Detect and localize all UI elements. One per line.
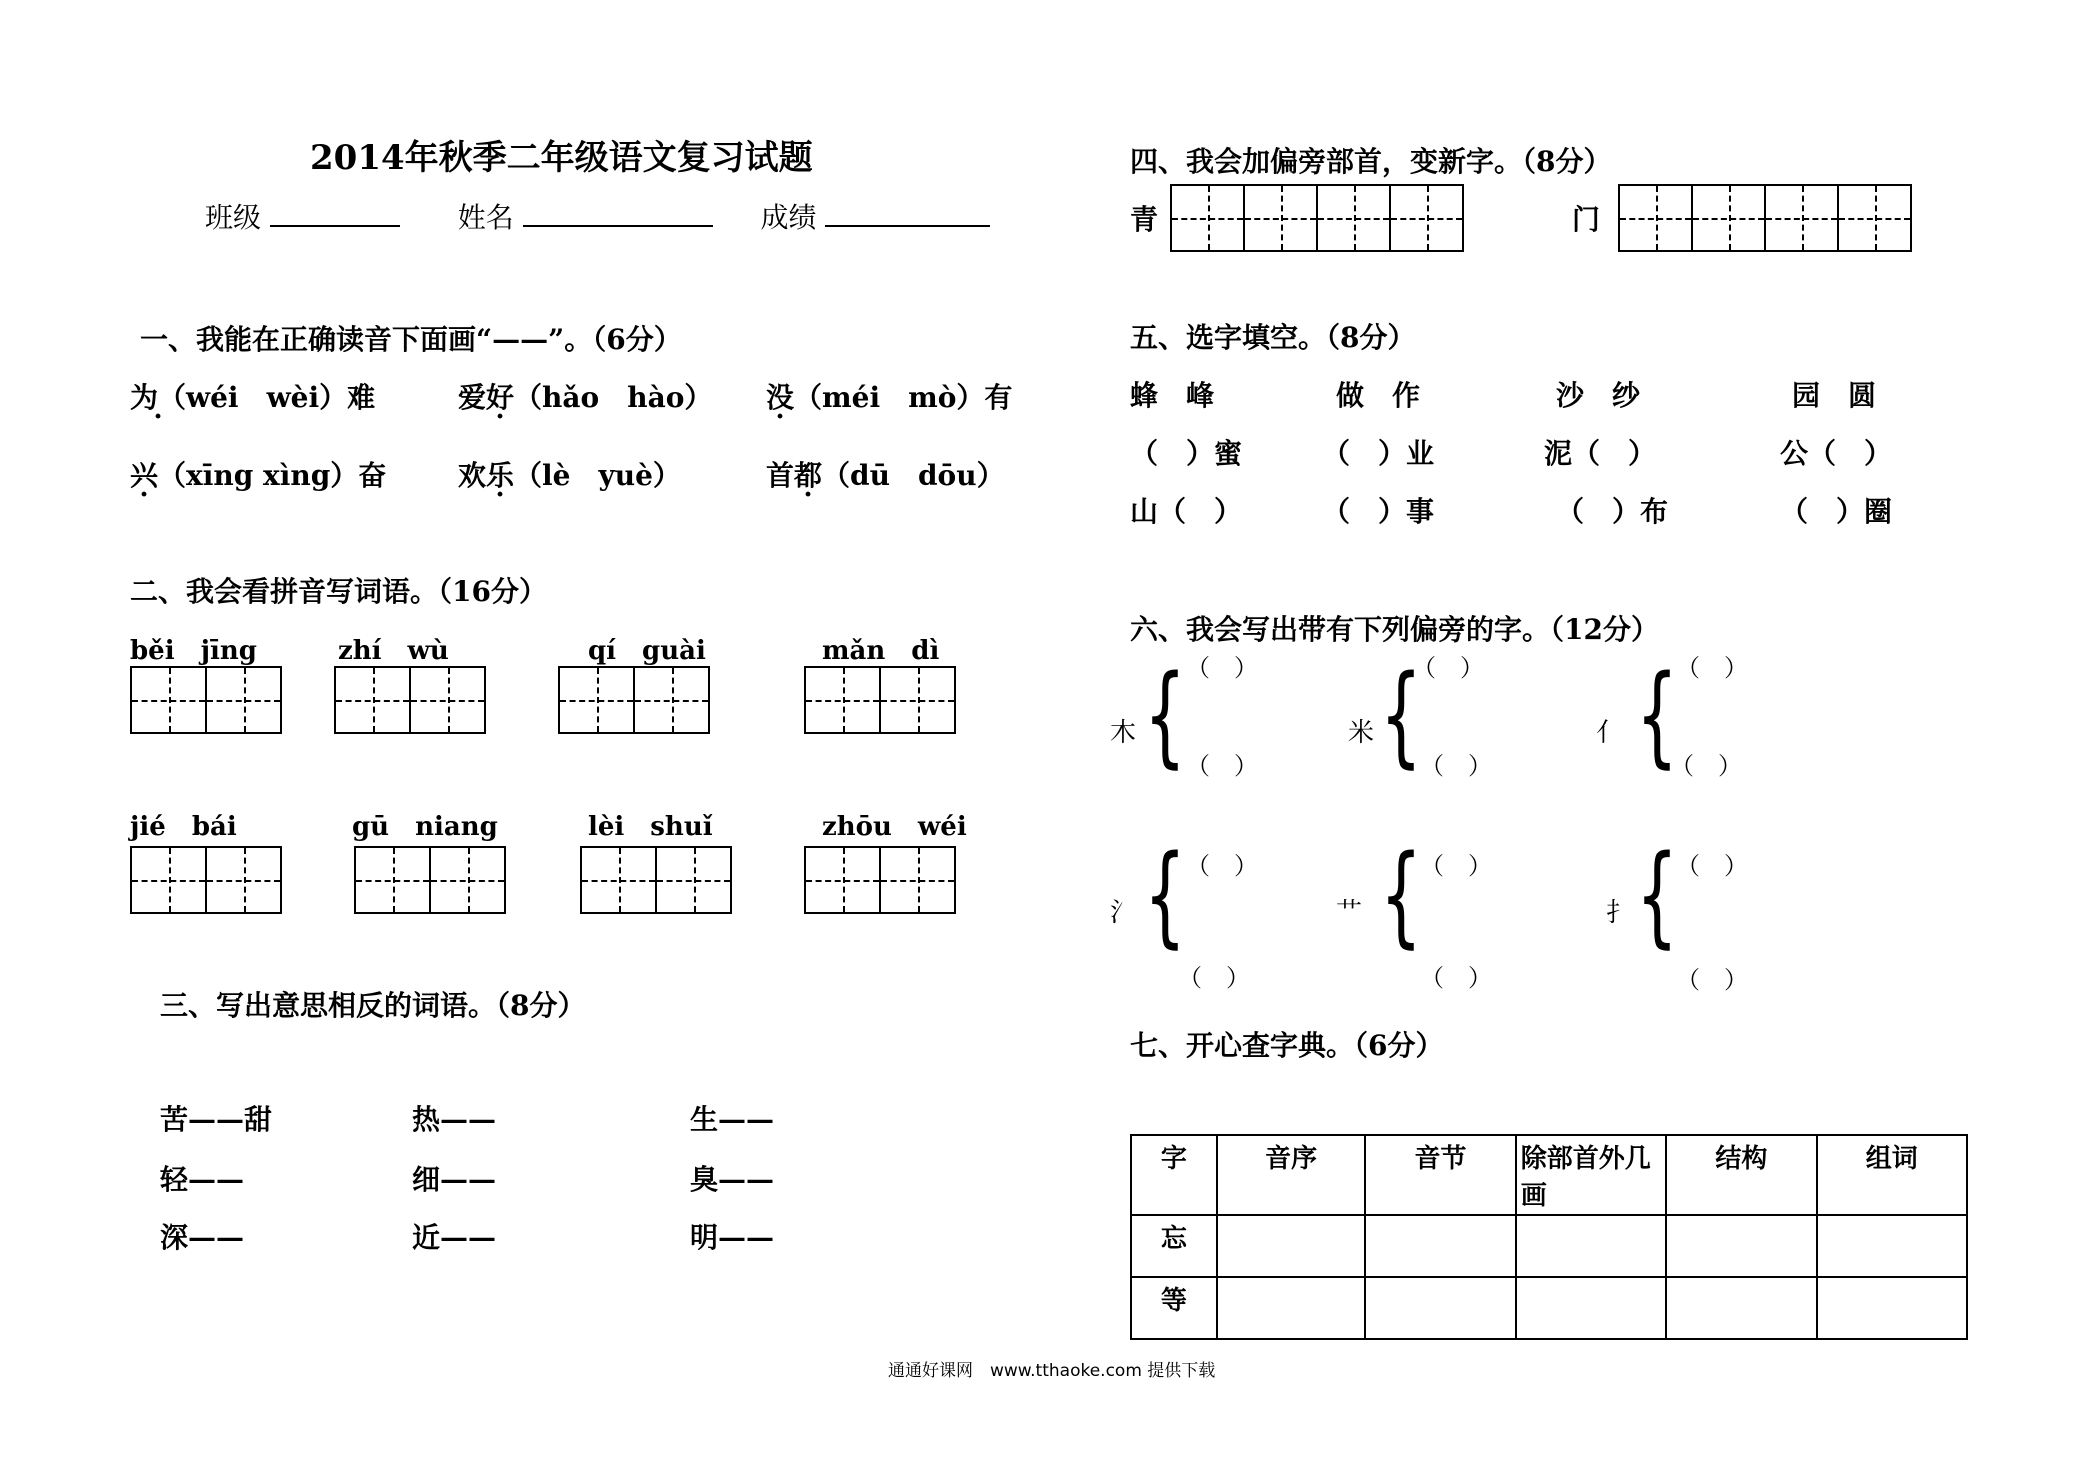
base-char-2: 门 (1572, 203, 1601, 236)
option-pair: 沙 纱 (1556, 379, 1641, 412)
section-7-heading: 七、开心查字典。（6分） (1130, 1029, 1444, 1062)
brace-icon: { (1144, 831, 1186, 959)
brace-icon: { (1636, 651, 1678, 779)
answer-paren[interactable]: （ ） (1676, 654, 1748, 682)
section-4-heading: 四、我会加偏旁部首，变新字。（8分） (1130, 145, 1612, 178)
s1-item-1[interactable]: 为（wéi wèi）难 (130, 381, 376, 414)
s1-item-4[interactable]: 兴（xīng xìng）奋 (130, 459, 387, 492)
table-header: 音节 (1365, 1135, 1515, 1215)
antonym-item[interactable]: 近—— (412, 1221, 497, 1254)
option-pair: 蜂 峰 (1130, 379, 1215, 412)
pinyin-label: zhí wù (338, 636, 449, 666)
base-char-1: 青 (1130, 203, 1159, 236)
radical-mu: 木 (1110, 718, 1137, 748)
radical-mi: 米 (1348, 718, 1375, 748)
dictionary-table (1130, 1134, 1968, 1340)
antonym-item[interactable]: 明—— (690, 1221, 775, 1254)
s1-item-5[interactable]: 欢乐（lè yuè） (458, 459, 681, 492)
table-cell[interactable] (1217, 1215, 1366, 1277)
pinyin-label: běi jīng (130, 636, 257, 666)
s1-item-3[interactable]: 没（méi mò）有 (766, 381, 1013, 414)
brace-icon: { (1636, 831, 1678, 959)
antonym-item[interactable]: 生—— (690, 1103, 775, 1136)
fill-blank[interactable]: 泥（ ） (1544, 437, 1657, 470)
s1-item-2[interactable]: 爱好（hǎo hào） (458, 381, 713, 414)
answer-paren[interactable]: （ ） (1178, 964, 1250, 992)
answer-paren[interactable]: （ ） (1186, 654, 1258, 682)
table-cell[interactable] (1516, 1215, 1666, 1277)
radical-cao: 艹 (1336, 898, 1363, 928)
pinyin-label: mǎn dì (822, 636, 940, 666)
answer-paren[interactable]: （ ） (1412, 654, 1484, 682)
antonym-item[interactable]: 热—— (412, 1103, 497, 1136)
writing-grid[interactable] (804, 846, 956, 914)
brace-icon: { (1144, 651, 1186, 779)
writing-grid[interactable] (130, 846, 282, 914)
writing-grid[interactable] (558, 666, 710, 734)
antonym-item[interactable]: 深—— (160, 1221, 245, 1254)
section-1-heading: 一、我能在正确读音下面画“——”。（6分） (140, 323, 682, 356)
option-pair: 园 圆 (1792, 379, 1877, 412)
table-cell[interactable] (1666, 1215, 1816, 1277)
pinyin-label: jié bái (130, 812, 237, 842)
section-2-heading: 二、我会看拼音写词语。（16分） (130, 575, 547, 608)
table-header: 除部首外几画 (1516, 1135, 1666, 1215)
radical-ren: 亻 (1596, 718, 1623, 748)
name-field[interactable] (523, 199, 713, 227)
score-field[interactable] (825, 199, 990, 227)
table-row (1131, 1277, 1967, 1339)
writing-grid[interactable] (354, 846, 506, 914)
student-info-line (205, 196, 990, 236)
pinyin-label: gū niang (352, 812, 498, 842)
pinyin-label: qí guài (588, 636, 706, 666)
radical-shou: 扌 (1606, 898, 1633, 928)
answer-paren[interactable]: （ ） (1420, 964, 1492, 992)
writing-grid[interactable] (130, 666, 282, 734)
fill-blank[interactable]: 公（ ） (1780, 437, 1893, 470)
row-char: 等 (1131, 1277, 1217, 1339)
fill-blank[interactable]: （ ）蜜 (1130, 437, 1243, 470)
table-header-row (1131, 1135, 1967, 1215)
writing-grid[interactable] (1618, 184, 1912, 252)
writing-grid[interactable] (334, 666, 486, 734)
table-cell[interactable] (1365, 1277, 1515, 1339)
fill-blank[interactable]: （ ）布 (1556, 495, 1669, 528)
pinyin-label: lèi shuǐ (588, 812, 713, 842)
row-char: 忘 (1131, 1215, 1217, 1277)
section-3-heading: 三、写出意思相反的词语。（8分） (160, 989, 586, 1022)
writing-grid[interactable] (804, 666, 956, 734)
page-title: 2014年秋季二年级语文复习试题 (310, 138, 813, 178)
brace-icon: { (1380, 831, 1422, 959)
fill-blank[interactable]: （ ）圈 (1780, 495, 1893, 528)
antonym-item[interactable]: 轻—— (160, 1163, 245, 1196)
antonym-item[interactable]: 臭—— (690, 1163, 775, 1196)
answer-paren[interactable]: （ ） (1186, 752, 1258, 780)
answer-paren[interactable]: （ ） (1676, 852, 1748, 880)
s1-item-6[interactable]: 首都（dū dōu） (766, 459, 1005, 492)
table-header: 结构 (1666, 1135, 1816, 1215)
class-field[interactable] (270, 199, 400, 227)
fill-blank[interactable]: （ ）事 (1322, 495, 1435, 528)
fill-blank[interactable]: （ ）业 (1322, 437, 1435, 470)
pinyin-label: zhōu wéi (822, 812, 967, 842)
answer-paren[interactable]: （ ） (1420, 852, 1492, 880)
antonym-item[interactable]: 细—— (412, 1163, 497, 1196)
answer-paren[interactable]: （ ） (1186, 852, 1258, 880)
table-cell[interactable] (1217, 1277, 1366, 1339)
writing-grid[interactable] (1170, 184, 1464, 252)
brace-icon: { (1380, 651, 1422, 779)
name-label: 姓名 (457, 201, 514, 234)
table-row (1131, 1215, 1967, 1277)
footer-credit: 通通好课网 www.tthaoke.com 提供下载 (888, 1361, 1216, 1381)
writing-grid[interactable] (580, 846, 732, 914)
table-header: 字 (1131, 1135, 1217, 1215)
answer-paren[interactable]: （ ） (1676, 966, 1748, 994)
table-cell[interactable] (1516, 1277, 1666, 1339)
radical-shui: 氵 (1110, 898, 1137, 928)
table-header: 组词 (1817, 1135, 1967, 1215)
answer-paren[interactable]: （ ） (1420, 752, 1492, 780)
table-cell[interactable] (1666, 1277, 1816, 1339)
section-6-heading: 六、我会写出带有下列偏旁的字。（12分） (1130, 613, 1659, 646)
antonym-item[interactable]: 苦——甜 (160, 1103, 273, 1136)
table-cell[interactable] (1365, 1215, 1515, 1277)
class-label: 班级 (205, 201, 262, 234)
table-header: 音序 (1217, 1135, 1366, 1215)
table-cell[interactable] (1817, 1277, 1967, 1339)
option-pair: 做 作 (1336, 379, 1421, 412)
section-5-heading: 五、选字填空。（8分） (1130, 321, 1416, 354)
fill-blank[interactable]: 山（ ） (1130, 495, 1243, 528)
answer-paren[interactable]: （ ） (1670, 752, 1742, 780)
table-cell[interactable] (1817, 1215, 1967, 1277)
score-label: 成绩 (760, 201, 817, 234)
